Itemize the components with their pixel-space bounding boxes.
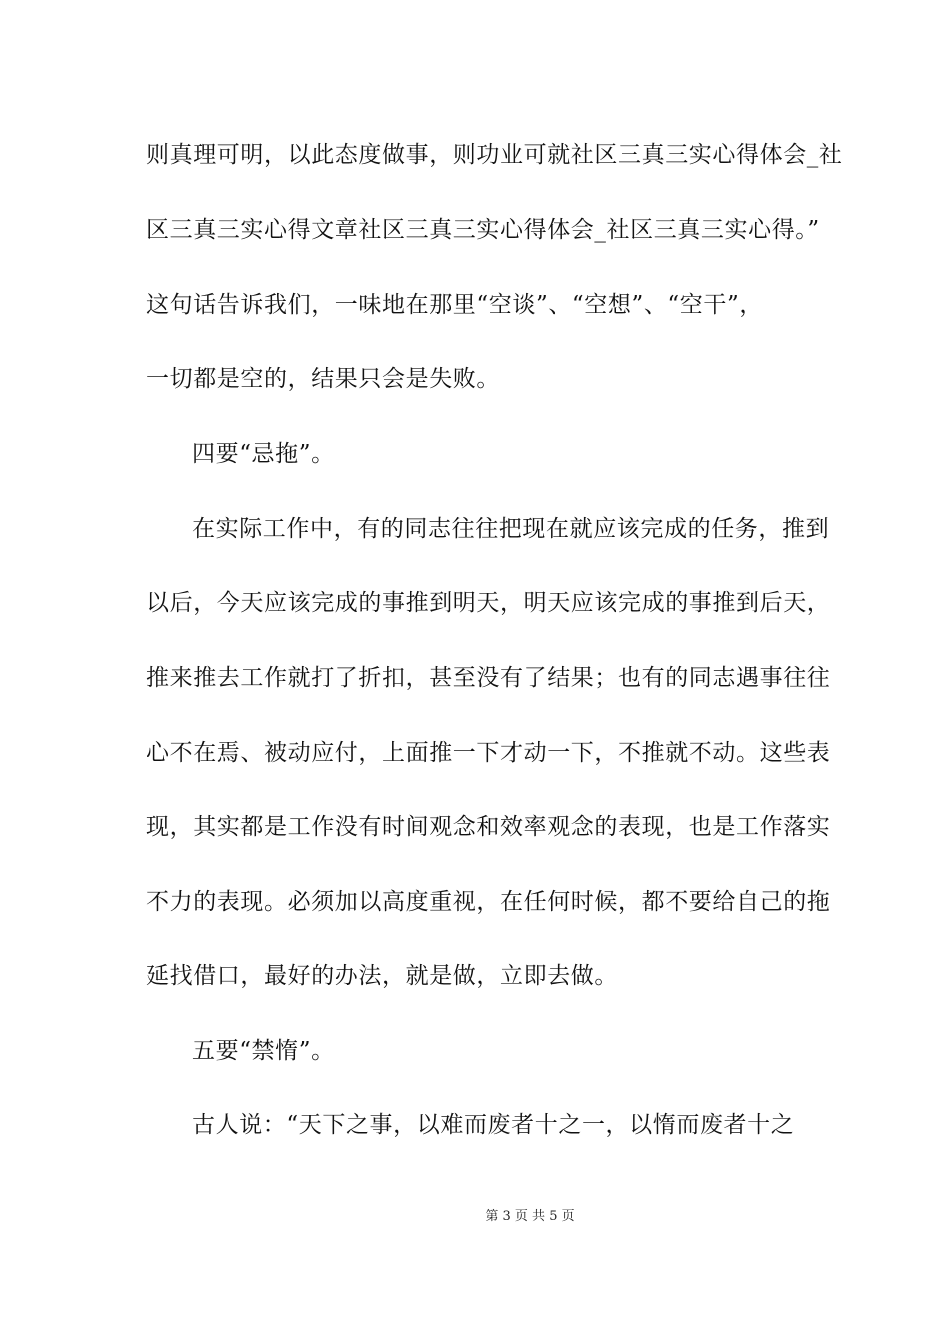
section-heading-4: 四要“忌拖”。: [192, 441, 335, 467]
section-heading-5: 五要“禁惰”。: [192, 1038, 335, 1064]
text-line-11: 不力的表现。必须加以高度重视，在任何时候，都不要给自己的拖: [146, 889, 831, 915]
text-line-3: 这句话告诉我们，一味地在那里“空谈”、“空想”、“空干”，: [146, 292, 763, 318]
text-line-12: 延找借口，最好的办法，就是做，立即去做。: [146, 963, 618, 989]
text-line-2: 区三真三实心得文章社区三真三实心得体会_社区三真三实心得。”: [146, 217, 820, 243]
text-line-1: 则真理可明，以此态度做事，则功业可就社区三真三实心得体会_社: [146, 142, 843, 168]
text-line-7: 以后，今天应该完成的事推到明天，明天应该完成的事推到后天，: [146, 590, 831, 616]
text-line-8: 推来推去工作就打了折扣，甚至没有了结果；也有的同志遇事往往: [146, 665, 831, 691]
text-line-9: 心不在焉、被动应付，上面推一下才动一下，不推就不动。这些表: [146, 740, 831, 766]
page-footer: 第 3 页 共 5 页: [485, 1209, 575, 1224]
text-line-4: 一切都是空的，结果只会是失败。: [146, 366, 500, 392]
text-line-14: 古人说：“天下之事，以难而废者十之一，以惰而废者十之: [192, 1112, 795, 1138]
text-line-6: 在实际工作中，有的同志往往把现在就应该完成的任务，推到: [192, 516, 830, 542]
text-line-10: 现，其实都是工作没有时间观念和效率观念的表现，也是工作落实: [146, 814, 831, 840]
